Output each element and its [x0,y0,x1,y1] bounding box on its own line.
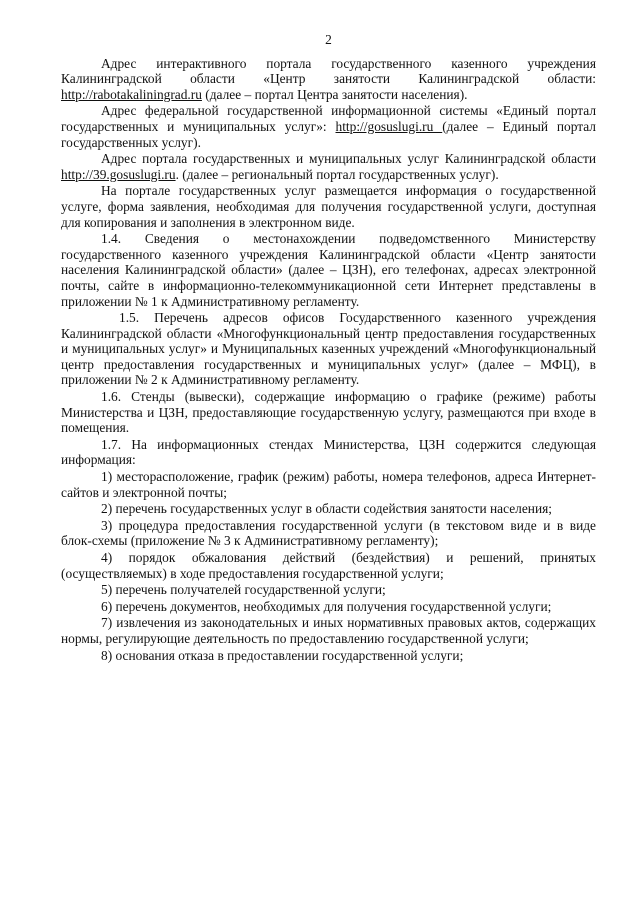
gosuslugi-link[interactable]: http://gosuslugi.ru [335,118,443,134]
page-number: 2 [325,32,332,47]
list-item-2: 2) перечень государственных услуг в области содействия занятости населения; [101,501,552,517]
paragraph-portal-info: На портале государственных услуг размещается информация о государственной услуге, форма заявления, необходимая для получения государственной услуги, доступная для копирования и заполнения в электронном виде. [61,183,596,230]
list-item-1: 1) месторасположение, график (режим) работы, номера телефонов, адреса Интернет-сайтов и электронной почты; [61,469,596,500]
paragraph-1-4: 1.4. Сведения о местонахождении подведомственного Министерству государственного казенного учреждения Калининградской области «Центр занятости населения Калининградской области» (далее – ЦЗН), его телефонах, адресах электронной почты, сайте в информационно-телекоммуникационной сети Интернет представлены в приложении № 1 к Административному регламенту. [61,231,596,309]
paragraph-regional-portal [61,151,596,182]
list-item-3: 3) процедура предоставления государственной услуги (в текстовом виде и в виде блок-схемы (приложение № 3 к Административному регламенту); [61,517,596,549]
document-page [61,32,596,664]
regional-gosuslugi-link[interactable]: http://39.gosuslugi.ru [61,166,176,182]
paragraph-text: (далее – портал Центра занятости населения). [201,86,468,102]
list-item-8: 8) основания отказа в предоставлении государственной услуги; [101,647,464,663]
employment-portal-link[interactable]: http://rabotakaliningrad.ru [61,86,202,102]
list-item-6: 6) перечень документов, необходимых для получения государственной услуги; [101,598,552,614]
paragraph-1-6: 1.6. Стенды (вывески), содержащие информацию о графике (режиме) работы Министерства и ЦЗН, предоставляющие государственную услугу, размещаются при входе в помещения. [61,389,596,436]
list-item-4: 4) порядок обжалования действий (бездействия) и решений, принятых (осуществляемых) в ходе предоставления государственной услуги; [61,550,596,581]
paragraph-employment-portal [61,56,596,103]
paragraph-text: . (далее – региональный портал государственных услуг). [175,166,499,182]
paragraph-1-7: 1.7. На информационных стендах Министерства, ЦЗН содержится следующая информация: [61,436,596,468]
paragraph-text: Адрес интерактивного портала государственного казенного учреждения Калининградской области «Центр занятости Калининградской области: [61,55,596,87]
paragraph-text: (далее – Единый портал государственных услуг). [61,118,596,150]
list-item-7: 7) извлечения из законодательных и иных нормативных правовых актов, содержащих нормы, регулирующие деятельность по предоставлению государственной услуги; [61,615,596,646]
paragraph-text: Адрес федеральной государственной информационной системы «Единый портал государственных и муниципальных услуг»: [61,103,596,134]
paragraph-text: Адрес портала государственных и муниципальных услуг Калининградской области [101,151,596,167]
paragraph-1-5: 1.5. Перечень адресов офисов Государственного казенного учреждения Калининградской области «Многофункциональный центр предоставления государственных и муниципальных услуг» и Муниципальных казенных учреждений «Многофункциональный центр предоставления государственных и муниципальных услуг» (далее – МФЦ), в приложении № 2 к Административному регламенту. [61,310,596,388]
list-item-5: 5) перечень получателей государственной услуги; [101,582,386,598]
paragraph-federal-portal [61,103,596,150]
